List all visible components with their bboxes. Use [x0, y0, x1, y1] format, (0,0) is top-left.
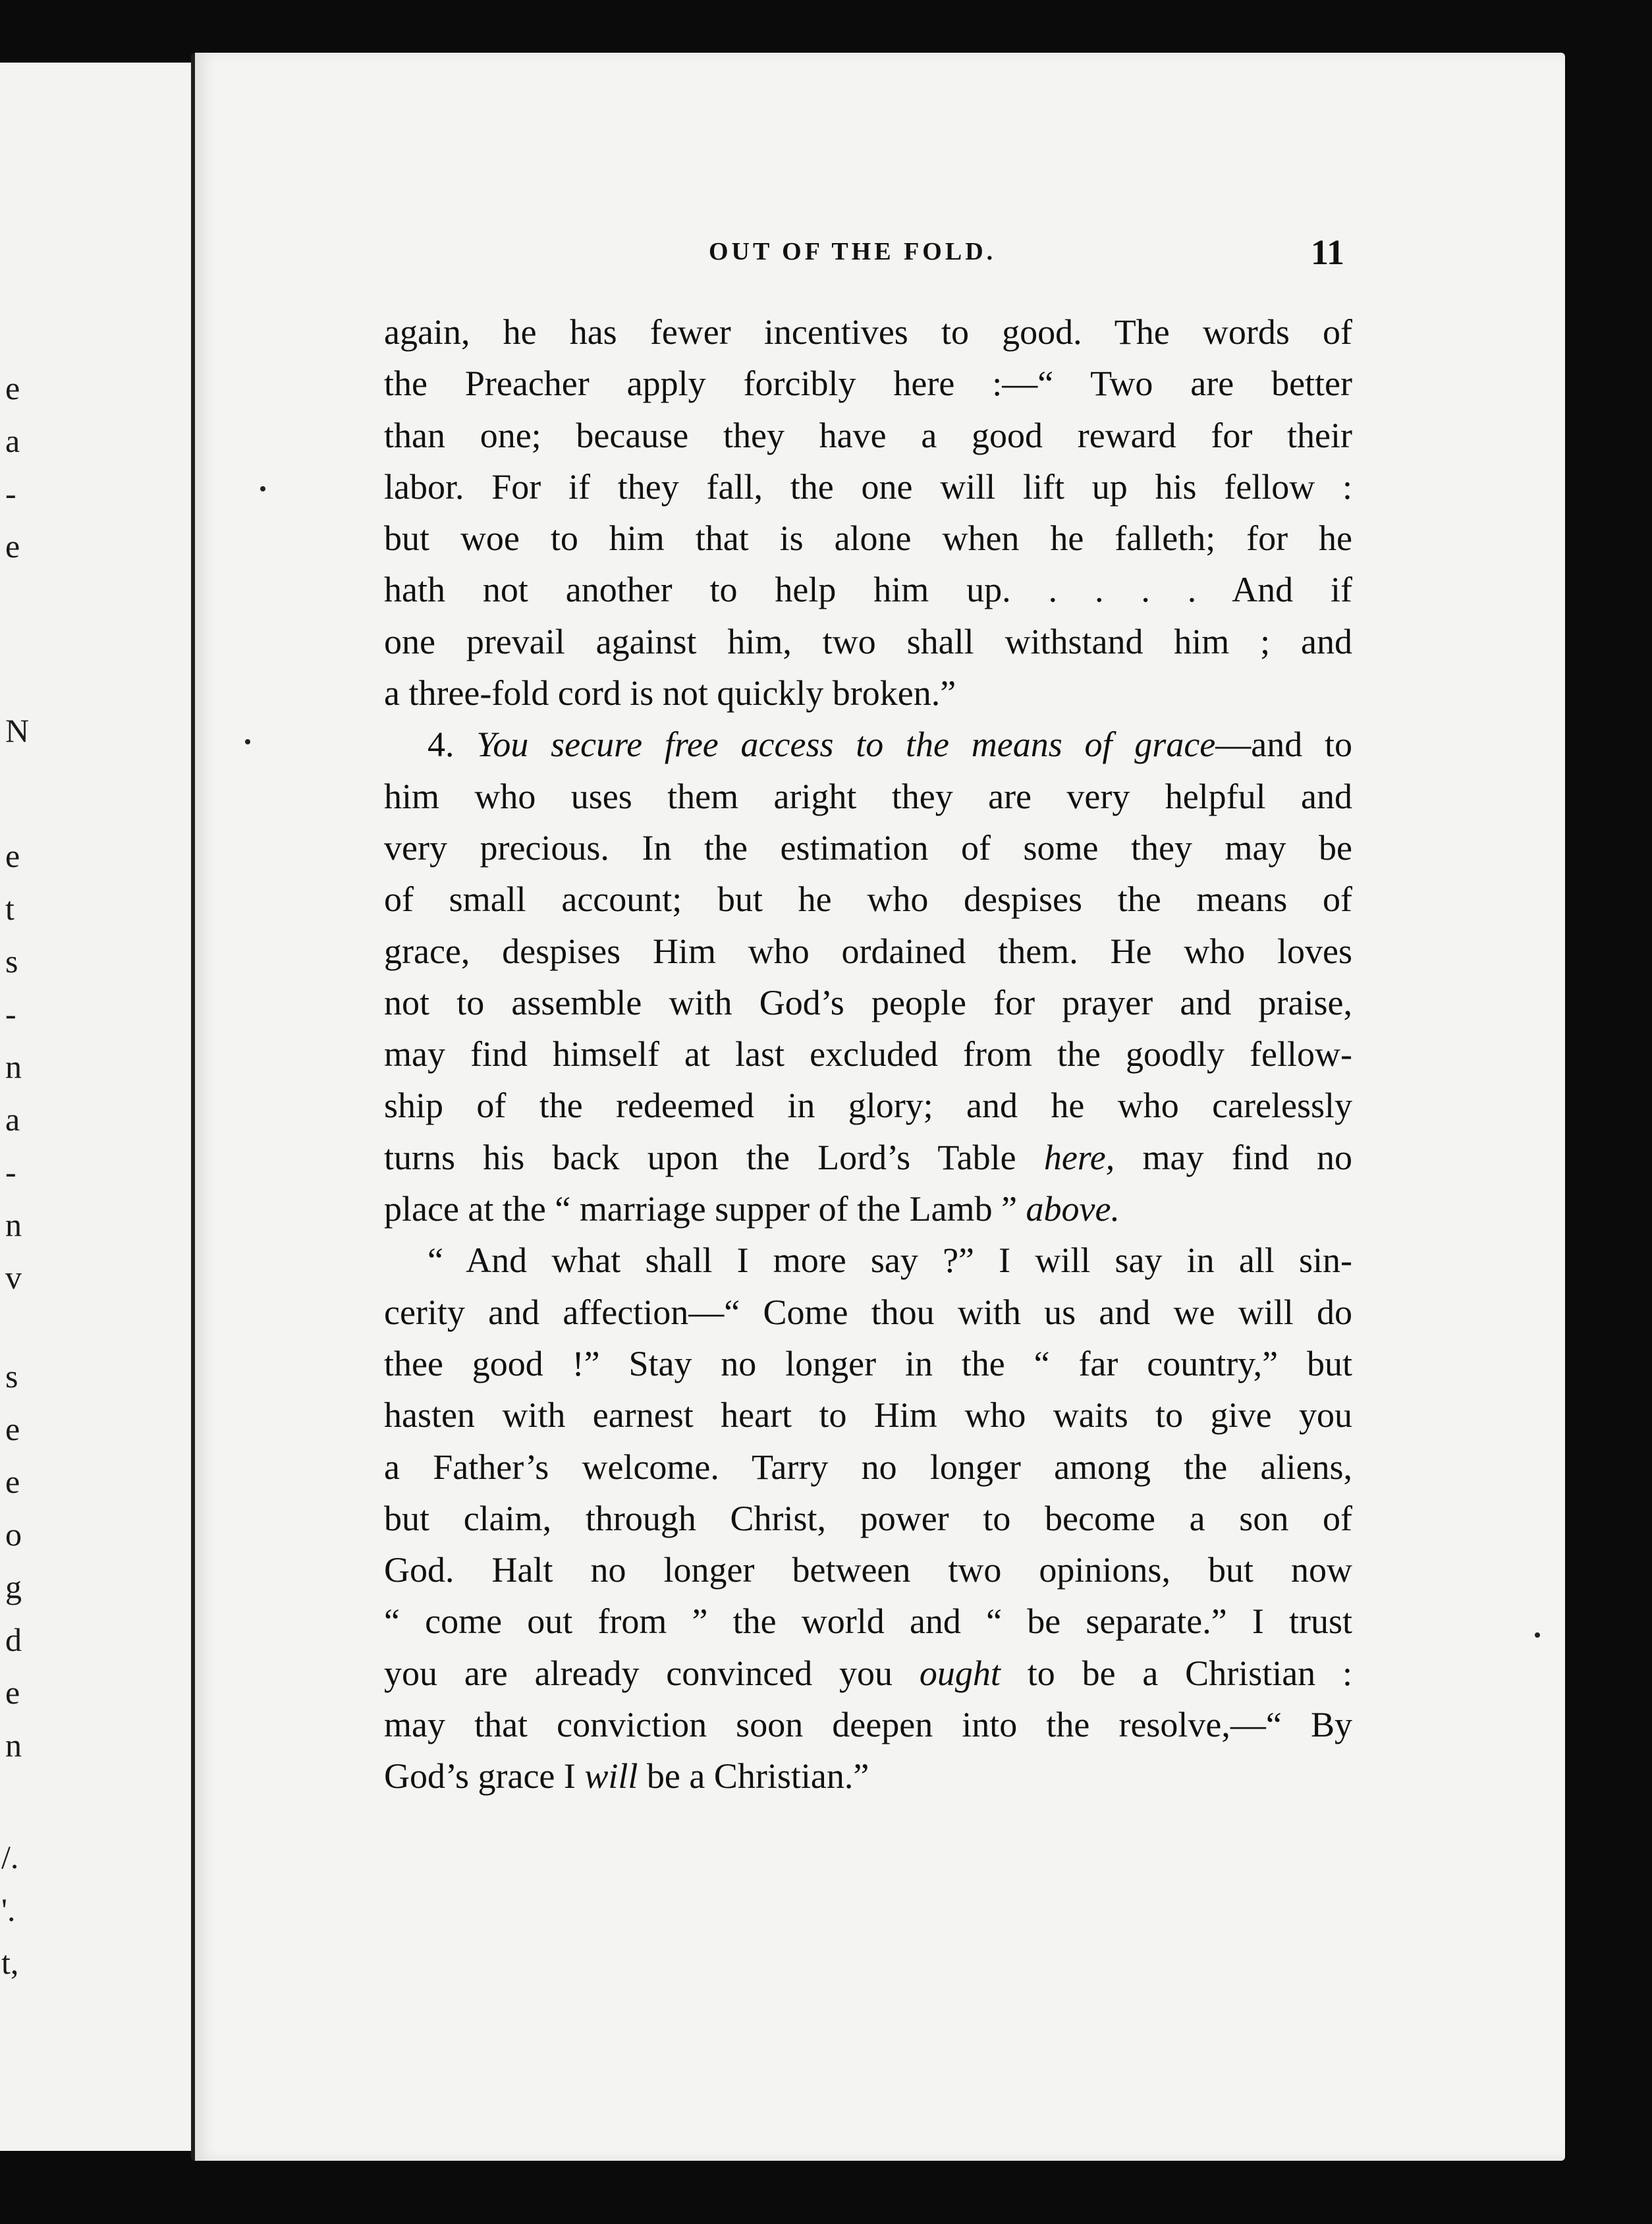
facing-page-fragment: /. — [1, 1839, 19, 1876]
line-text: of small account; but he who despises the means of — [384, 879, 1352, 920]
text-line — [384, 306, 1352, 358]
text-line — [384, 1544, 1352, 1596]
page-speck — [1535, 1632, 1540, 1638]
facing-page-fragment: - — [5, 995, 16, 1032]
text-line — [384, 1648, 1352, 1699]
italic-text: will — [584, 1756, 638, 1796]
text-line — [384, 1235, 1352, 1286]
facing-page-fragment: a — [5, 422, 20, 459]
line-text: be a Christian.” — [646, 1756, 869, 1796]
italic-text: above. — [1026, 1189, 1120, 1229]
line-text: hath not another to help him up. . . . . And if — [384, 570, 1352, 610]
line-text: one prevail against him, two shall withstand him ; and — [384, 621, 1352, 661]
facing-page-fragment: g — [5, 1569, 22, 1605]
text-line — [384, 358, 1352, 409]
facing-page-fragment: d — [5, 1621, 22, 1658]
text-line — [384, 822, 1352, 874]
text-line — [384, 461, 1352, 513]
page-number: 11 — [1311, 233, 1345, 272]
line-text: God. Halt no longer between two opinions, but now — [384, 1550, 1352, 1590]
facing-page-fragment: e — [5, 528, 20, 565]
line-text: labor. For if they fall, the one will lift up his fellow : — [384, 466, 1352, 507]
facing-page-fragment: s — [5, 1358, 18, 1395]
facing-page-fragment: e — [5, 1463, 20, 1500]
line-text: “ come out from ” the world and “ be separate.” I trust — [384, 1601, 1352, 1642]
line-text: may find himself at last excluded from the goodly fellow- — [384, 1034, 1352, 1074]
facing-page-fragment: n — [5, 1048, 22, 1085]
text-line — [384, 1338, 1352, 1389]
page-speck — [245, 739, 250, 744]
text-line — [384, 1183, 1352, 1235]
line-text: to be a Christian : — [1027, 1653, 1353, 1693]
text-line — [384, 874, 1352, 925]
facing-page-fragment: a — [5, 1101, 20, 1138]
line-text: cerity and affection—“ Come thou with us and we will do — [384, 1292, 1352, 1332]
text-line — [384, 1389, 1352, 1441]
facing-page-fragment: t, — [1, 1944, 19, 1981]
text-line — [384, 1750, 1352, 1802]
text-line — [384, 564, 1352, 615]
text-line — [384, 977, 1352, 1028]
text-line — [384, 667, 1352, 719]
facing-page-fragment: - — [5, 1154, 16, 1190]
text-line — [384, 1287, 1352, 1338]
line-text: turns his back upon the Lord’s Table — [384, 1137, 1016, 1177]
facing-page-fragment: s — [5, 943, 18, 980]
line-text: but woe to him that is alone when he falleth; for he — [384, 518, 1352, 559]
facing-page-fragment: e — [5, 1410, 20, 1447]
line-text: the Preacher apply forcibly here :—“ Two are better — [384, 364, 1352, 404]
running-title: OUT OF THE FOLD. — [709, 238, 997, 265]
line-text: “ And what shall I more say ?” I will say in all sin- — [427, 1240, 1352, 1281]
facing-page-fragment: e — [5, 370, 20, 406]
text-line — [384, 719, 1352, 770]
text-line — [384, 1441, 1352, 1493]
italic-text: ought — [919, 1653, 1001, 1693]
text-line — [384, 1080, 1352, 1131]
facing-page-fragment: e — [5, 837, 20, 874]
body-text — [384, 306, 1352, 1802]
line-text: ship of the redeemed in glory; and he who carelessly — [384, 1086, 1352, 1126]
line-text: may find no — [1142, 1137, 1352, 1177]
italic-text: here, — [1043, 1137, 1115, 1177]
italic-text: You secure free access to the means of grace — [476, 725, 1216, 765]
line-text: you are already convinced you — [384, 1653, 893, 1693]
line-text: very precious. In the estimation of some they may be — [384, 827, 1352, 868]
line-text: him who uses them aright they are very helpful and — [384, 776, 1352, 816]
line-text: again, he has fewer incentives to good. The words of — [384, 312, 1352, 352]
facing-page-fragment: v — [5, 1259, 22, 1296]
facing-page-fragment: n — [5, 1206, 22, 1243]
line-text: may that conviction soon deepen into the resolve,—“ By — [384, 1705, 1352, 1745]
line-text: thee good !” Stay no longer in the “ far country,” but — [384, 1343, 1352, 1383]
text-line — [384, 513, 1352, 564]
text-line — [384, 1596, 1352, 1647]
facing-page — [0, 63, 213, 2151]
facing-page-fragment: '. — [1, 1891, 16, 1928]
facing-page-fragment: n — [5, 1727, 22, 1764]
line-text: hasten with earnest heart to Him who waits to give you — [384, 1395, 1352, 1435]
facing-page-fragment: o — [5, 1516, 22, 1553]
text-line — [384, 771, 1352, 822]
facing-page-fragment: N — [5, 712, 30, 749]
text-line — [384, 1699, 1352, 1750]
line-text: God’s grace I — [384, 1756, 576, 1796]
line-text: but claim, through Christ, power to become a son of — [384, 1498, 1352, 1538]
text-line — [384, 616, 1352, 667]
line-text: grace, despises Him who ordained them. He who loves — [384, 931, 1352, 971]
page-speck — [260, 486, 265, 491]
line-text: place at the “ marriage supper of the Lamb ” — [384, 1189, 1018, 1229]
text-line — [384, 1493, 1352, 1544]
text-line — [384, 1132, 1352, 1183]
line-text: 4. — [427, 725, 454, 765]
line-text: a Father’s welcome. Tarry no longer among the aliens, — [384, 1447, 1352, 1487]
line-text: —and to — [1215, 725, 1352, 765]
line-text: than one; because they have a good reward for their — [384, 415, 1352, 455]
text-line — [384, 926, 1352, 977]
line-text: not to assemble with God’s people for prayer and praise, — [384, 982, 1352, 1022]
facing-page-fragment: e — [5, 1674, 20, 1711]
facing-page-fragment: - — [5, 475, 16, 512]
line-text: a three-fold cord is not quickly broken.” — [384, 673, 956, 713]
facing-page-fragment: t — [5, 890, 14, 927]
text-line — [384, 1028, 1352, 1080]
text-line — [384, 410, 1352, 461]
